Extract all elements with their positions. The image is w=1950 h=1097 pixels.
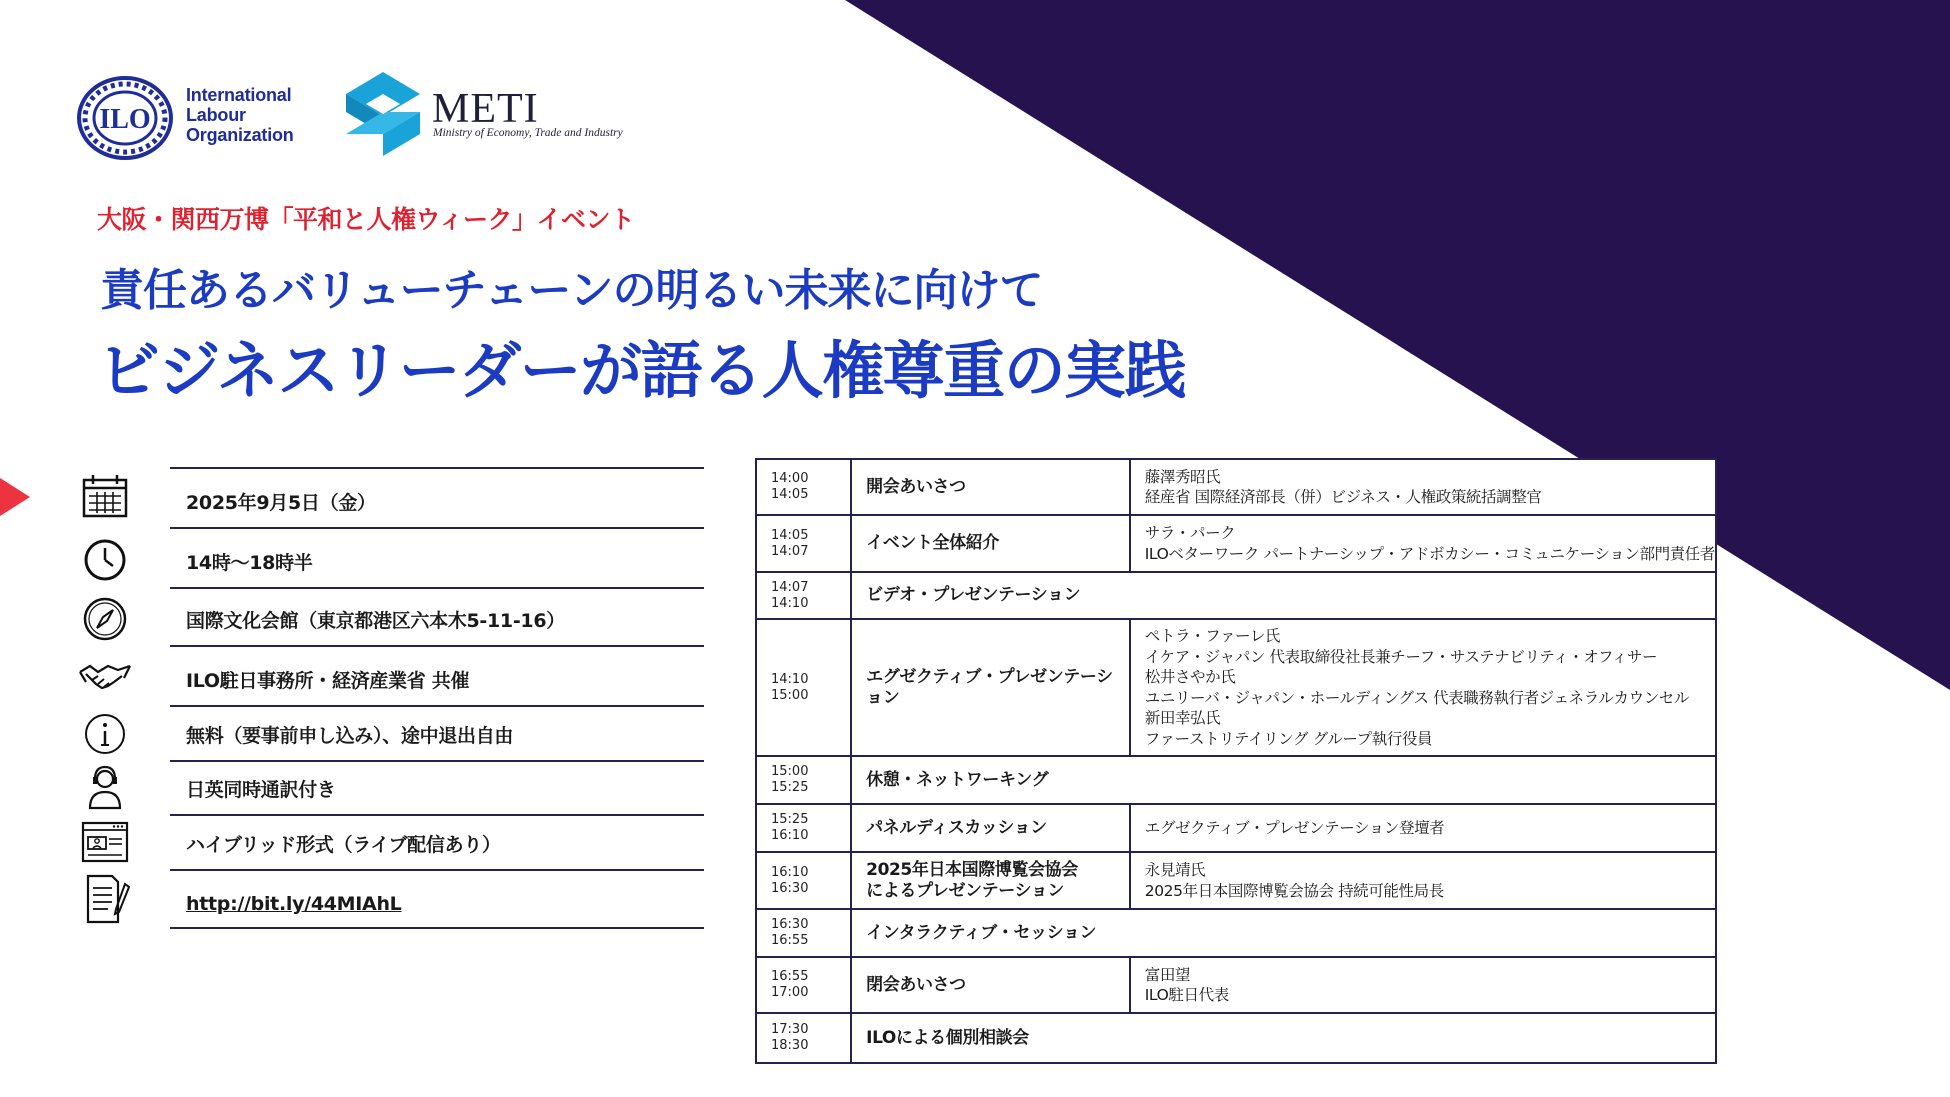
schedule-time: 16:10 16:30 — [756, 852, 851, 909]
info-organizers-text: ILO駐日事務所・経済産業省 共催 — [186, 670, 470, 692]
schedule-program: ILOによる個別相談会 — [851, 1013, 1716, 1063]
schedule-time: 15:00 15:25 — [756, 756, 851, 804]
ilo-wordmark-line3: Organization — [186, 125, 294, 145]
meti-logo-icon — [346, 72, 420, 156]
schedule-program: 2025年日本国際博覧会協会 によるプレゼンテーション — [851, 852, 1130, 909]
calendar-icon — [78, 472, 132, 522]
meti-subtitle: Ministry of Economy, Trade and Industry — [433, 127, 623, 139]
schedule-time: 16:55 17:00 — [756, 957, 851, 1013]
meti-wordmark: METI — [432, 86, 539, 132]
schedule-row — [756, 804, 1716, 852]
schedule-time: 14:05 14:07 — [756, 515, 851, 572]
schedule-program: パネルディスカッション — [851, 804, 1130, 852]
schedule-speakers: 藤澤秀昭氏 経産省 国際経済部長（併）ビジネス・人権政策統括調整官 — [1130, 459, 1716, 515]
info-venue-text: 国際文化会館（東京都港区六本木5-11-16） — [186, 610, 565, 632]
info-date-text: 2025年9月5日（金） — [186, 492, 376, 514]
red-arrow-marker — [0, 478, 30, 516]
schedule-program: イベント全体紹介 — [851, 515, 1130, 572]
compass-icon — [78, 594, 132, 644]
schedule-row — [756, 572, 1716, 619]
schedule-program: エグゼクティブ・プレゼンテーション — [851, 619, 1130, 756]
schedule-row — [756, 619, 1716, 756]
schedule-speakers: 富田望 ILO駐日代表 — [1130, 957, 1716, 1013]
schedule-program: ビデオ・プレゼンテーション — [851, 572, 1716, 619]
info-format-text: ハイブリッド形式（ライブ配信あり） — [186, 834, 501, 856]
info-row-fee — [170, 707, 704, 762]
schedule-row — [756, 957, 1716, 1013]
online-meeting-icon — [78, 817, 132, 867]
svg-text:ILO: ILO — [99, 104, 151, 135]
title-line-2: ビジネスリーダーが語る人権尊重の実践 — [98, 334, 1186, 407]
schedule-row — [756, 459, 1716, 515]
handshake-icon — [78, 652, 132, 702]
schedule-row — [756, 1013, 1716, 1063]
schedule-program: 休憩・ネットワーキング — [851, 756, 1716, 804]
ilo-wordmark-line2: Labour — [186, 105, 246, 125]
schedule-program: インタラクティブ・セッション — [851, 909, 1716, 957]
info-row-organizers — [170, 647, 704, 707]
info-icon — [78, 709, 132, 759]
clock-icon — [78, 535, 132, 585]
info-time-text: 14時～18時半 — [186, 552, 313, 574]
info-row-time — [170, 529, 704, 589]
schedule-row — [756, 909, 1716, 957]
schedule-row — [756, 852, 1716, 909]
ilo-emblem-icon — [76, 76, 174, 160]
schedule-program: 開会あいさつ — [851, 459, 1130, 515]
schedule-row — [756, 515, 1716, 572]
schedule-speakers: サラ・パーク ILOベターワーク パートナーシップ・アドボカシー・コミュニケーション部門責任者 — [1130, 515, 1716, 572]
schedule-speakers: エグゼクティブ・プレゼンテーション登壇者 — [1130, 804, 1716, 852]
info-interpretation-text: 日英同時通訳付き — [186, 779, 336, 801]
ilo-wordmark-line1: International — [186, 85, 292, 105]
schedule-program: 閉会あいさつ — [851, 957, 1130, 1013]
schedule-time: 15:25 16:10 — [756, 804, 851, 852]
info-row-interpretation — [170, 762, 704, 816]
headset-person-icon — [78, 762, 132, 812]
info-row-link — [170, 871, 704, 929]
event-label: 大阪・関西万博「平和と人権ウィーク」イベント — [97, 205, 635, 234]
schedule-speakers: ペトラ・ファーレ氏 イケア・ジャパン 代表取締役社長兼チーフ・サステナビリティ・オフィサー 松井さやか氏 ユニリーバ・ジャパン・ホールディングス 代表職務執行者ジェネラルカウンセル 新田幸弘氏 ファーストリテイリング グループ執行役員 — [1130, 619, 1716, 756]
registration-link[interactable]: http://bit.ly/44MIAhL — [186, 893, 402, 915]
info-row-venue — [170, 589, 704, 647]
title-line-1: 責任あるバリューチェーンの明るい未来に向けて — [100, 265, 1043, 316]
schedule-time: 16:30 16:55 — [756, 909, 851, 957]
info-fee-text: 無料（要事前申し込み）、途中退出自由 — [186, 725, 514, 747]
schedule-table — [755, 458, 1717, 1064]
schedule-time: 14:10 15:00 — [756, 619, 851, 756]
ilo-wordmark — [186, 85, 294, 145]
schedule-time: 14:00 14:05 — [756, 459, 851, 515]
schedule-speakers: 永見靖氏 2025年日本国際博覧会協会 持続可能性局長 — [1130, 852, 1716, 909]
info-row-date — [170, 467, 704, 529]
schedule-row — [756, 756, 1716, 804]
info-row-format — [170, 816, 704, 871]
document-pen-icon — [78, 874, 132, 924]
schedule-time: 17:30 18:30 — [756, 1013, 851, 1063]
schedule-time: 14:07 14:10 — [756, 572, 851, 619]
